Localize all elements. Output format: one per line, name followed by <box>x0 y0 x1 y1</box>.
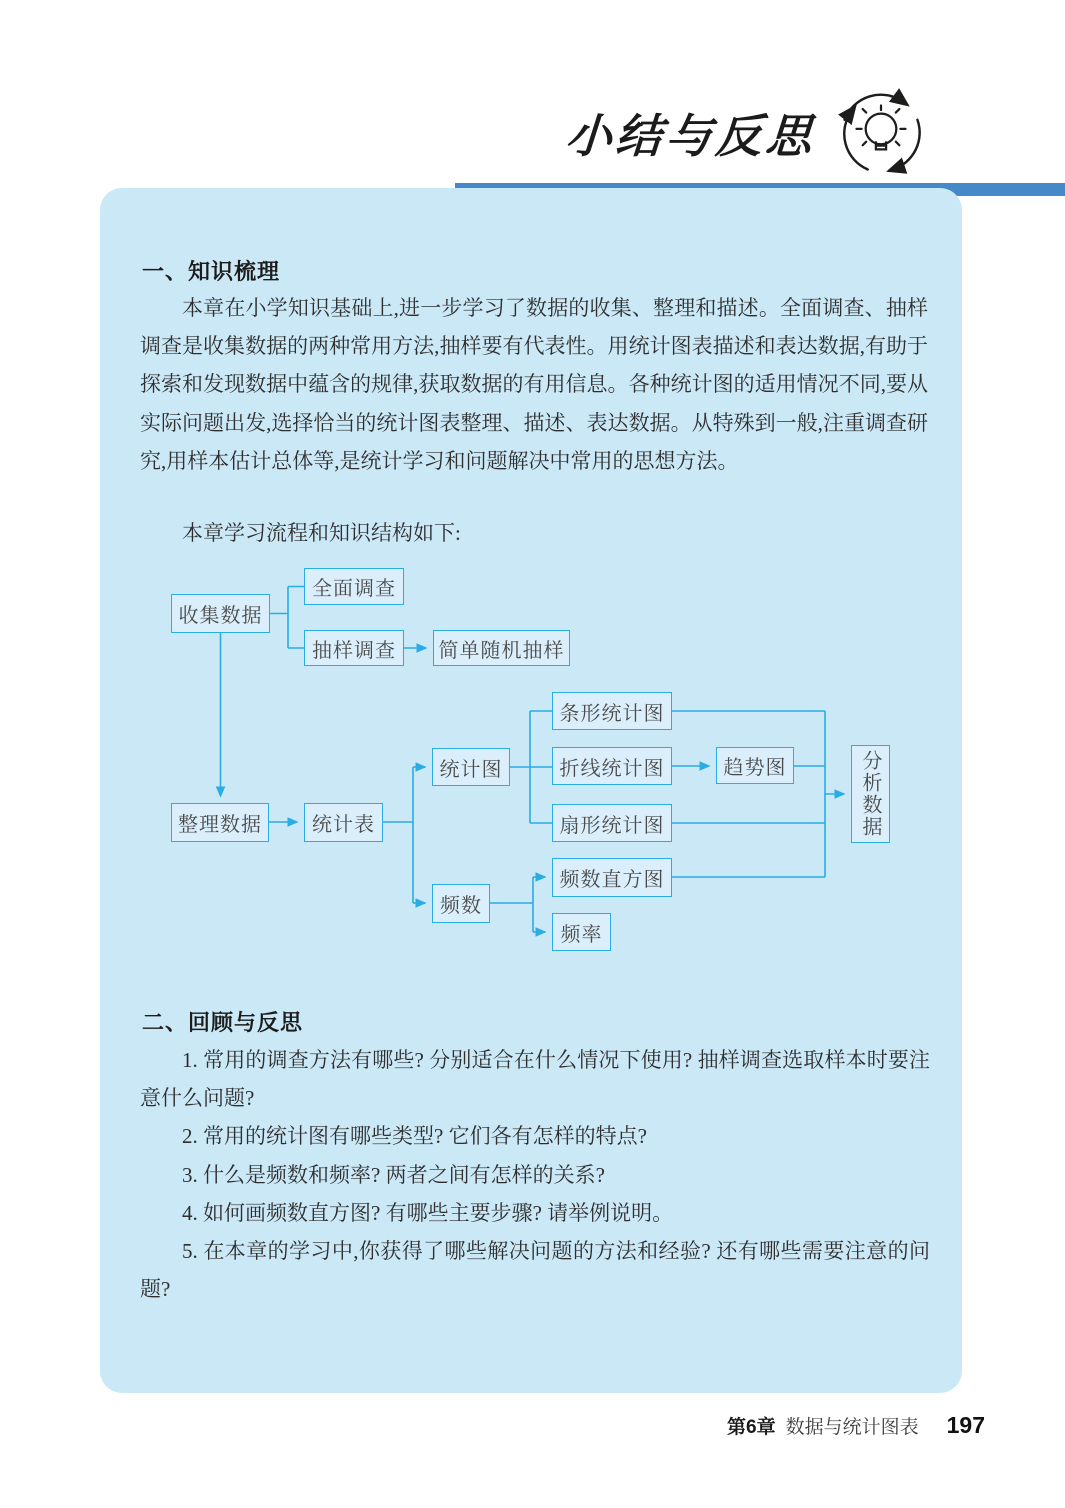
flowchart-node-frequency-count: 频数 <box>432 884 490 923</box>
chapter-title: 数据与统计图表 <box>785 1417 919 1438</box>
flowchart-node-frequency-rate: 频率 <box>552 913 611 951</box>
review-question: 5. 在本章的学习中,你获得了哪些解决问题的方法和经验? 还有哪些需要注意的问题? <box>140 1239 930 1302</box>
flowchart-connectors <box>160 555 920 965</box>
flowchart-node-statistical-chart: 统计图 <box>432 748 510 786</box>
flowchart-node-line-chart: 折线统计图 <box>552 747 672 785</box>
flowchart-node-pie-chart: 扇形统计图 <box>552 804 672 842</box>
review-question: 2. 常用的统计图有哪些类型? 它们各有怎样的特点? <box>182 1124 647 1149</box>
section-heading-knowledge: 一、知识梳理 <box>142 259 281 284</box>
flowchart-node-bar-chart: 条形统计图 <box>552 692 672 730</box>
page-title: 小结与反思 <box>563 111 818 162</box>
knowledge-structure-flowchart <box>160 555 920 965</box>
flowchart-intro-line: 本章学习流程和知识结构如下: <box>182 521 461 545</box>
flowchart-node-organize-data: 整理数据 <box>171 803 269 842</box>
flowchart-node-trend-chart: 趋势图 <box>716 747 794 784</box>
flowchart-node-simple-random-sampling: 简单随机抽样 <box>433 630 570 666</box>
page-footer <box>727 1412 985 1439</box>
knowledge-summary-paragraph: 本章在小学知识基础上,进一步学习了数据的收集、整理和描述。全面调查、抽样调查是收集数据的两种常用方法,抽样要有代表性。用统计图表描述和表达数据,有助于探索和发现数据中蕴含的规律,获取数据的有用信息。各种统计图的适用情况不同,要从实际问题出发,选择恰当的统计图表整理、描述、表达数据。从特殊到一般,注重调查研究,用样本估计总体等,是统计学习和问题解决中常用的思想方法。 <box>140 296 928 473</box>
flowchart-node-census: 全面调查 <box>304 568 404 605</box>
flowchart-node-sampling-survey: 抽样调查 <box>304 630 404 666</box>
review-question-list <box>140 1041 930 1308</box>
review-question: 4. 如何画频数直方图? 有哪些主要步骤? 请举例说明。 <box>182 1200 674 1225</box>
page-number: 197 <box>946 1412 985 1438</box>
review-question: 1. 常用的调查方法有哪些? 分别适合在什么情况下使用? 抽样调查选取样本时要注意什么问题? <box>140 1048 930 1111</box>
section-heading-review: 二、回顾与反思 <box>142 1010 304 1035</box>
flowchart-node-analyze-data: 分析数据 <box>851 745 890 843</box>
chapter-label: 第6章 <box>727 1417 776 1438</box>
flowchart-node-collect-data: 收集数据 <box>171 594 270 633</box>
flowchart-node-frequency-histogram: 频数直方图 <box>552 858 672 897</box>
review-question: 3. 什么是频数和频率? 两者之间有怎样的关系? <box>182 1162 605 1187</box>
cycle-lightbulb-icon <box>832 84 930 182</box>
flowchart-node-statistical-table: 统计表 <box>304 803 383 842</box>
